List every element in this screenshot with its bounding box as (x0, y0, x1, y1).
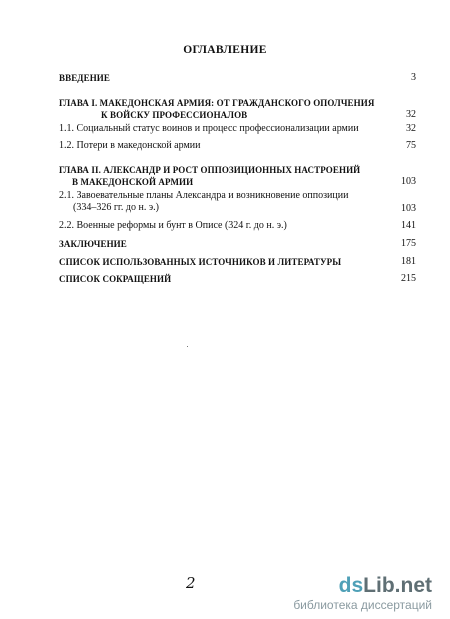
toc-entry-page: 32 (406, 109, 416, 120)
toc-entry-sources (59, 256, 341, 268)
toc-entry-page: 141 (401, 220, 416, 231)
toc-entry-page: 32 (406, 123, 416, 134)
toc-entry-label: ВВЕДЕНИЕ (59, 73, 111, 83)
toc-entry-label: ЗАКЛЮЧЕНИЕ (59, 239, 127, 249)
watermark-logo-rest: Lib.net (363, 574, 432, 597)
toc-entry-page: 3 (411, 72, 416, 83)
toc-entry-chapter-2 (59, 164, 360, 188)
toc-entry-chapter-1 (59, 97, 374, 121)
toc-entry-section-1-1 (59, 123, 359, 135)
toc-entry-section-2-2 (59, 220, 287, 232)
toc-entry-section-2-1 (59, 190, 348, 214)
toc-entry-label-line: 2.1. Завоевательные планы Александра и возникновение оппозиции (59, 190, 349, 201)
toc-entry-page: 181 (401, 256, 416, 267)
toc-title: ОГЛАВЛЕНИЕ (183, 44, 267, 56)
toc-entry-page: 103 (401, 176, 416, 187)
toc-entry-label: 2.2. Военные реформы и бунт в Описе (324 г. до н. э.) (59, 220, 287, 231)
toc-entry-label-line: ГЛАВА I. МАКЕДОНСКАЯ АРМИЯ: ОТ ГРАЖДАНСКОГО ОПОЛЧЕНИЯ (59, 98, 375, 108)
toc-entry-abbreviations (59, 273, 171, 285)
toc-entry-label: 1.2. Потери в македонской армии (59, 140, 201, 151)
toc-entry-label-line: ГЛАВА II. АЛЕКСАНДР И РОСТ ОППОЗИЦИОННЫХ НАСТРОЕНИЙ (59, 165, 361, 175)
watermark-subtitle: библиотека диссертаций (293, 598, 432, 612)
toc-entry-section-1-2 (59, 140, 200, 152)
watermark-logo-ds: ds (338, 574, 364, 597)
toc-entry-intro (59, 72, 110, 84)
toc-entry-page: 215 (401, 273, 416, 284)
toc-entry-label-line: (334–326 гг. до н. э.) (73, 202, 159, 213)
toc-entry-page: 103 (401, 203, 416, 214)
toc-entry-label: 1.1. Социальный статус воинов и процесс профессионализации армии (59, 123, 359, 134)
toc-entry-page: 75 (406, 140, 416, 151)
toc-entry-page: 175 (401, 238, 416, 249)
toc-entry-label-line: В МАКЕДОНСКОЙ АРМИИ (72, 177, 194, 187)
handwritten-page-number: 2 (186, 574, 196, 592)
toc-entry-conclusion (59, 238, 127, 250)
toc-entry-label: СПИСОК ИСПОЛЬЗОВАННЫХ ИСТОЧНИКОВ И ЛИТЕРАТУРЫ (59, 257, 342, 267)
watermark-logo (339, 574, 432, 598)
scan-speck (187, 346, 188, 347)
toc-entry-label: СПИСОК СОКРАЩЕНИЙ (59, 274, 172, 284)
toc-entry-label-line: К ВОЙСКУ ПРОФЕССИОНАЛОВ (101, 110, 248, 120)
